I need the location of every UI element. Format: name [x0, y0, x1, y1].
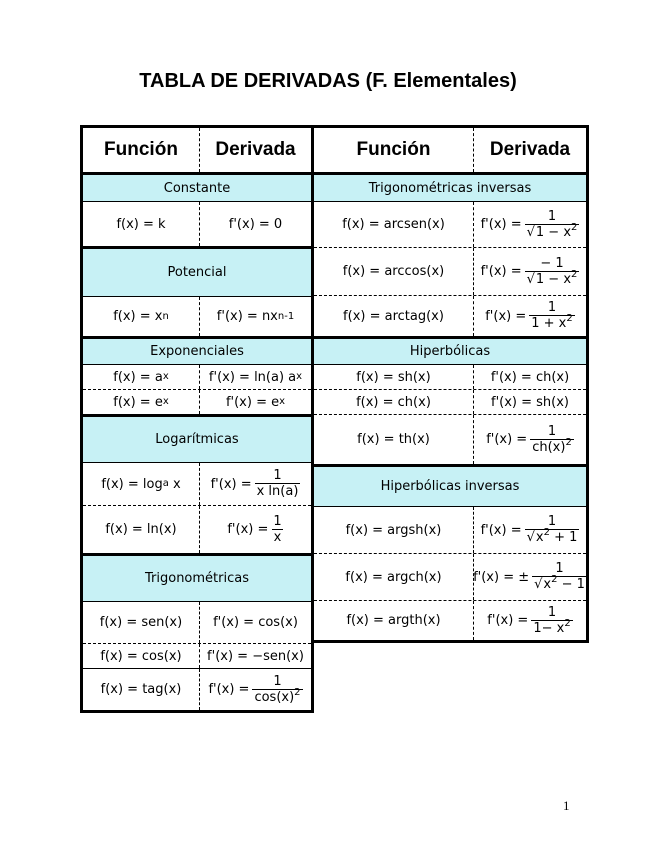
section-potencial: [83, 246, 311, 296]
section-title: Exponenciales: [150, 344, 244, 359]
derivative-cell: f'(x) = $\frac{1}{\text{x ln(a)}}$: [199, 463, 311, 505]
fraction: $\frac{1}{x}$: [273, 513, 282, 545]
section-trigonometricas-inversas: [314, 172, 586, 201]
section-exponenciales: [83, 336, 311, 364]
header-derivada: Derivada: [199, 128, 311, 172]
derivative-cell: f'(x) = $\frac{1}{1- x^2}$: [473, 601, 586, 640]
section-logaritmicas: [83, 414, 311, 462]
function-cell: f(x) = cos(x): [100, 648, 182, 664]
derivative-cell: f'(x) = $\frac{1}{ch(x)^2}$: [473, 415, 586, 464]
fraction: $\frac{1}{√1 - x^2}$: [526, 208, 578, 240]
derivative-cell: f'(x) = ch(x): [473, 365, 586, 389]
fraction: $\frac{1}{√x^2 + 1}$: [526, 514, 578, 545]
table-row: [83, 389, 311, 414]
table-row: [83, 643, 311, 668]
header-funcion: Función: [104, 139, 178, 160]
derivative-cell: f'(x) = cos(x): [199, 602, 311, 643]
table-row: [314, 600, 586, 640]
section-title: Trigonométricas: [145, 571, 249, 586]
section-title: Logarítmicas: [155, 432, 239, 447]
derivative-cell: f'(x) = $\frac{1}{√x^2 + 1}$: [473, 507, 586, 553]
table-row: [83, 668, 311, 710]
section-hiperbolicas-inversas: [314, 464, 586, 506]
table-row: [314, 389, 586, 414]
function-cell: f(x) = sen(x): [99, 615, 183, 630]
derivative-cell: f'(x) = nx n-1: [199, 297, 311, 336]
fraction: $\frac{1}{\cos(x)^2}$: [254, 673, 301, 705]
function-cell: f(x) = e x: [113, 394, 169, 410]
function-cell: f(x) = ch(x): [356, 394, 431, 410]
section-title: Hiperbólicas inversas: [380, 479, 520, 494]
derivative-cell: f'(x) = ± $\frac{1}{√x^2 - 1}$: [473, 554, 586, 600]
table-row: [83, 364, 311, 389]
table-row: [314, 247, 586, 295]
fraction: $\frac{1}{\text{x ln(a)}}$: [256, 468, 299, 499]
derivative-cell: f'(x) = ln(a) a x: [199, 365, 311, 389]
derivative-cell: f'(x) = $\frac{1}{√1 - x^2}$: [473, 202, 586, 247]
header-derivada: Derivada: [473, 128, 586, 172]
derivative-cell: f'(x) = $\frac{1}{x}$: [199, 506, 311, 553]
table-row: [314, 364, 586, 389]
fraction: $\frac{1}{1 + x^2}$: [531, 300, 573, 331]
function-cell: f(x) = tag(x): [100, 682, 182, 697]
right-derivative-table: [311, 125, 589, 643]
section-title: Constante: [163, 180, 231, 196]
fraction: $\frac{1}{√x^2 - 1}$: [534, 561, 585, 592]
section-title: Potencial: [167, 265, 227, 280]
header-row: [83, 128, 311, 172]
table-row: [314, 506, 586, 553]
page-title: TABLA DE DERIVADAS (F. Elementales): [139, 70, 517, 92]
table-row: [314, 295, 586, 336]
fraction: $\frac{1}{1- x^2}$: [533, 604, 571, 636]
derivative-cell: f'(x) = −sen(x): [199, 644, 311, 668]
function-cell: f(x) = k: [116, 216, 166, 232]
header-row: [314, 128, 586, 172]
function-cell: f(x) = argch(x): [345, 569, 442, 585]
derivative-cell: f'(x) = e x: [199, 390, 311, 414]
function-cell: f(x) = th(x): [357, 432, 430, 447]
function-cell: f(x) = ln(x): [105, 522, 177, 537]
section-constante: [83, 172, 311, 201]
table-row: [83, 601, 311, 643]
table-row: [83, 296, 311, 336]
function-cell: f(x) = arcsen(x): [342, 217, 445, 232]
derivative-cell: f'(x) = $\frac{1}{\cos(x)^2}$: [199, 669, 311, 710]
function-cell: f(x) = argth(x): [346, 613, 441, 628]
page-number: 1: [563, 798, 570, 813]
table-row: [314, 553, 586, 600]
derivative-cell: f'(x) = 0: [199, 202, 311, 246]
function-cell: f(x) = x n: [113, 309, 169, 324]
section-hiperbolicas: [314, 336, 586, 364]
function-cell: f(x) = arctag(x): [343, 308, 444, 324]
header-funcion: Función: [356, 139, 431, 160]
function-cell: f(x) = sh(x): [356, 369, 431, 385]
table-row: [83, 201, 311, 246]
derivative-cell: f'(x) = sh(x): [473, 390, 586, 414]
section-trigonometricas: [83, 553, 311, 601]
derivative-cell: f'(x) = $\frac{1}{1 + x^2}$: [473, 296, 586, 336]
derivative-cell: f'(x) = $\frac{- 1}{√1 - x^2}$: [473, 248, 586, 295]
function-cell: f(x) = log a x: [101, 476, 181, 492]
section-title: Trigonométricas inversas: [368, 180, 532, 196]
left-derivative-table: [80, 125, 314, 713]
table-row: [83, 505, 311, 553]
table-row: [314, 201, 586, 247]
table-row: [83, 462, 311, 505]
table-row: [314, 414, 586, 464]
section-title: Hiperbólicas: [409, 344, 491, 359]
function-cell: f(x) = arccos(x): [342, 264, 445, 279]
fraction: $\frac{- 1}{√1 - x^2}$: [526, 255, 578, 287]
function-cell: f(x) = argsh(x): [345, 522, 442, 538]
fraction: $\frac{1}{ch(x)^2}$: [532, 423, 572, 455]
function-cell: f(x) = a x: [113, 369, 169, 385]
